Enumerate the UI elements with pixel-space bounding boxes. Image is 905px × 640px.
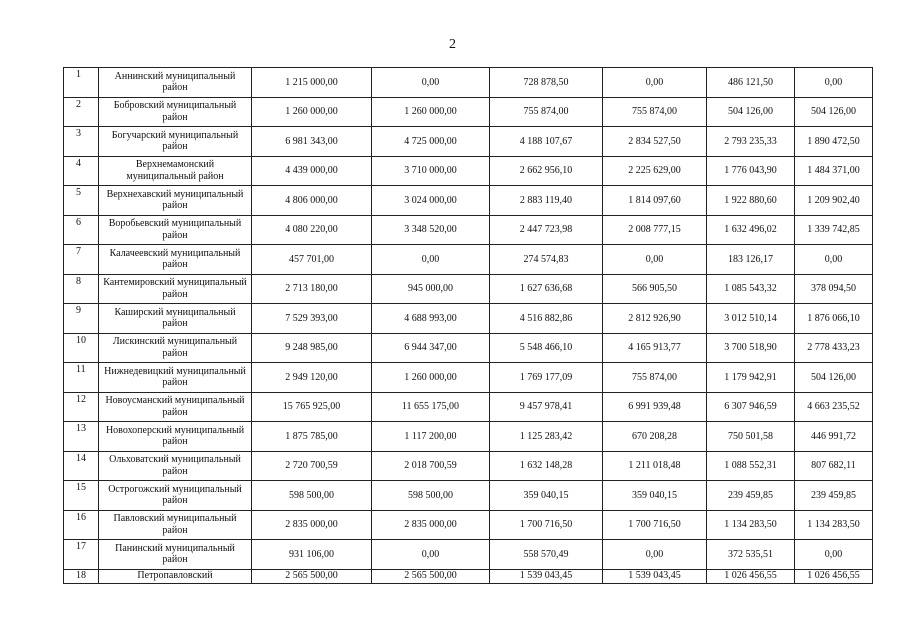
regional-share-second: 755 874,00 <box>603 363 707 393</box>
total-amount-second: 2 018 700,59 <box>372 451 490 481</box>
table-row <box>64 156 873 186</box>
row-number: 7 <box>64 245 99 275</box>
table-row <box>64 569 873 583</box>
regional-share-second: 1 211 018,48 <box>603 451 707 481</box>
local-share: 1 134 283,50 <box>707 510 795 540</box>
row-number: 8 <box>64 274 99 304</box>
total-amount: 598 500,00 <box>252 481 372 511</box>
total-amount: 1 260 000,00 <box>252 97 372 127</box>
total-amount-second: 3 348 520,00 <box>372 215 490 245</box>
regional-share-second: 1 539 043,45 <box>603 569 707 583</box>
total-amount: 4 806 000,00 <box>252 186 372 216</box>
local-share: 6 307 946,59 <box>707 392 795 422</box>
page-number: 2 <box>449 37 456 52</box>
regional-share: 2 883 119,40 <box>490 186 603 216</box>
district-name: Аннинский муниципальный район <box>99 68 252 98</box>
regional-share-second: 6 991 939,48 <box>603 392 707 422</box>
local-share-second: 446 991,72 <box>795 422 873 452</box>
row-number: 6 <box>64 215 99 245</box>
district-name: Каширский муниципальный район <box>99 304 252 334</box>
total-amount: 4 080 220,00 <box>252 215 372 245</box>
total-amount-second: 1 260 000,00 <box>372 97 490 127</box>
regional-share: 558 570,49 <box>490 540 603 570</box>
table-row <box>64 451 873 481</box>
local-share-second: 1 209 902,40 <box>795 186 873 216</box>
table-row <box>64 422 873 452</box>
local-share-second: 807 682,11 <box>795 451 873 481</box>
total-amount: 9 248 985,00 <box>252 333 372 363</box>
regional-share: 1 700 716,50 <box>490 510 603 540</box>
regional-share-second: 0,00 <box>603 540 707 570</box>
row-number: 17 <box>64 540 99 570</box>
total-amount: 2 720 700,59 <box>252 451 372 481</box>
local-share: 1 026 456,55 <box>707 569 795 583</box>
regional-share-second: 1 700 716,50 <box>603 510 707 540</box>
table-row <box>64 186 873 216</box>
district-name: Новохоперский муниципальный район <box>99 422 252 452</box>
local-share-second: 378 094,50 <box>795 274 873 304</box>
district-name: Острогожский муниципальный район <box>99 481 252 511</box>
total-amount: 2 835 000,00 <box>252 510 372 540</box>
local-share-second: 239 459,85 <box>795 481 873 511</box>
regional-share: 359 040,15 <box>490 481 603 511</box>
regional-share: 4 188 107,67 <box>490 127 603 157</box>
regional-share-second: 0,00 <box>603 245 707 275</box>
local-share-second: 1 484 371,00 <box>795 156 873 186</box>
table-row <box>64 481 873 511</box>
local-share: 1 922 880,60 <box>707 186 795 216</box>
local-share: 3 012 510,14 <box>707 304 795 334</box>
district-name: Павловский муниципальный район <box>99 510 252 540</box>
regional-share: 1 539 043,45 <box>490 569 603 583</box>
local-share: 1 179 942,91 <box>707 363 795 393</box>
local-share-second: 0,00 <box>795 245 873 275</box>
regional-share: 2 662 956,10 <box>490 156 603 186</box>
local-share-second: 1 026 456,55 <box>795 569 873 583</box>
total-amount: 1 215 000,00 <box>252 68 372 98</box>
total-amount-second: 1 117 200,00 <box>372 422 490 452</box>
regional-share-second: 4 165 913,77 <box>603 333 707 363</box>
local-share: 2 793 235,33 <box>707 127 795 157</box>
row-number: 5 <box>64 186 99 216</box>
total-amount: 931 106,00 <box>252 540 372 570</box>
local-share-second: 1 890 472,50 <box>795 127 873 157</box>
total-amount-second: 6 944 347,00 <box>372 333 490 363</box>
regional-share: 5 548 466,10 <box>490 333 603 363</box>
total-amount: 2 949 120,00 <box>252 363 372 393</box>
row-number: 9 <box>64 304 99 334</box>
row-number: 15 <box>64 481 99 511</box>
table-row <box>64 363 873 393</box>
row-number: 10 <box>64 333 99 363</box>
table-row <box>64 215 873 245</box>
table-row <box>64 97 873 127</box>
total-amount: 2 565 500,00 <box>252 569 372 583</box>
regional-share: 274 574,83 <box>490 245 603 275</box>
total-amount: 15 765 925,00 <box>252 392 372 422</box>
local-share: 504 126,00 <box>707 97 795 127</box>
regional-share: 755 874,00 <box>490 97 603 127</box>
regional-share: 4 516 882,86 <box>490 304 603 334</box>
district-name: Нижнедевицкий муниципальный район <box>99 363 252 393</box>
local-share-second: 1 339 742,85 <box>795 215 873 245</box>
total-amount: 2 713 180,00 <box>252 274 372 304</box>
regional-share-second: 0,00 <box>603 68 707 98</box>
local-share: 1 088 552,31 <box>707 451 795 481</box>
regional-share-second: 566 905,50 <box>603 274 707 304</box>
district-name: Лискинский муниципальный район <box>99 333 252 363</box>
total-amount-second: 0,00 <box>372 68 490 98</box>
table-row <box>64 68 873 98</box>
local-share-second: 504 126,00 <box>795 363 873 393</box>
regional-share-second: 2 225 629,00 <box>603 156 707 186</box>
regional-share: 728 878,50 <box>490 68 603 98</box>
table-row <box>64 127 873 157</box>
local-share-second: 2 778 433,23 <box>795 333 873 363</box>
row-number: 1 <box>64 68 99 98</box>
total-amount: 4 439 000,00 <box>252 156 372 186</box>
total-amount-second: 2 835 000,00 <box>372 510 490 540</box>
local-share: 1 085 543,32 <box>707 274 795 304</box>
district-name: Петропавловский <box>99 569 252 583</box>
total-amount: 6 981 343,00 <box>252 127 372 157</box>
regional-share: 9 457 978,41 <box>490 392 603 422</box>
local-share: 750 501,58 <box>707 422 795 452</box>
total-amount-second: 3 710 000,00 <box>372 156 490 186</box>
local-share: 372 535,51 <box>707 540 795 570</box>
district-name: Воробьевский муниципальный район <box>99 215 252 245</box>
district-name: Бобровский муниципальный район <box>99 97 252 127</box>
local-share: 3 700 518,90 <box>707 333 795 363</box>
district-name: Новоусманский муниципальный район <box>99 392 252 422</box>
total-amount-second: 0,00 <box>372 540 490 570</box>
table-row <box>64 392 873 422</box>
total-amount-second: 1 260 000,00 <box>372 363 490 393</box>
district-name: Богучарский муниципальный район <box>99 127 252 157</box>
regional-share: 1 627 636,68 <box>490 274 603 304</box>
regional-share-second: 1 814 097,60 <box>603 186 707 216</box>
local-share-second: 504 126,00 <box>795 97 873 127</box>
local-share-second: 4 663 235,52 <box>795 392 873 422</box>
district-name: Верхнехавский муниципальный район <box>99 186 252 216</box>
municipal-funding-table <box>63 67 873 584</box>
local-share: 239 459,85 <box>707 481 795 511</box>
regional-share: 1 125 283,42 <box>490 422 603 452</box>
row-number: 4 <box>64 156 99 186</box>
district-name: Ольховатский муниципальный район <box>99 451 252 481</box>
row-number: 14 <box>64 451 99 481</box>
total-amount: 1 875 785,00 <box>252 422 372 452</box>
regional-share-second: 2 834 527,50 <box>603 127 707 157</box>
local-share-second: 1 876 066,10 <box>795 304 873 334</box>
local-share-second: 1 134 283,50 <box>795 510 873 540</box>
total-amount-second: 4 725 000,00 <box>372 127 490 157</box>
total-amount: 7 529 393,00 <box>252 304 372 334</box>
local-share: 486 121,50 <box>707 68 795 98</box>
total-amount-second: 0,00 <box>372 245 490 275</box>
table-row <box>64 540 873 570</box>
district-name: Панинский муниципальный район <box>99 540 252 570</box>
local-share-second: 0,00 <box>795 68 873 98</box>
district-name: Калачеевский муниципальный район <box>99 245 252 275</box>
total-amount-second: 2 565 500,00 <box>372 569 490 583</box>
row-number: 2 <box>64 97 99 127</box>
row-number: 16 <box>64 510 99 540</box>
regional-share-second: 2 812 926,90 <box>603 304 707 334</box>
row-number: 18 <box>64 569 99 583</box>
regional-share-second: 670 208,28 <box>603 422 707 452</box>
regional-share: 1 632 148,28 <box>490 451 603 481</box>
table-body <box>64 68 873 584</box>
row-number: 12 <box>64 392 99 422</box>
total-amount-second: 945 000,00 <box>372 274 490 304</box>
regional-share: 2 447 723,98 <box>490 215 603 245</box>
district-name: Кантемировский муниципальный район <box>99 274 252 304</box>
table-row <box>64 333 873 363</box>
total-amount: 457 701,00 <box>252 245 372 275</box>
table-row <box>64 304 873 334</box>
total-amount-second: 4 688 993,00 <box>372 304 490 334</box>
regional-share-second: 755 874,00 <box>603 97 707 127</box>
local-share-second: 0,00 <box>795 540 873 570</box>
regional-share-second: 2 008 777,15 <box>603 215 707 245</box>
district-name: Верхнемамонский муниципальный район <box>99 156 252 186</box>
regional-share: 1 769 177,09 <box>490 363 603 393</box>
total-amount-second: 598 500,00 <box>372 481 490 511</box>
row-number: 13 <box>64 422 99 452</box>
total-amount-second: 3 024 000,00 <box>372 186 490 216</box>
regional-share-second: 359 040,15 <box>603 481 707 511</box>
table-row <box>64 245 873 275</box>
local-share: 1 776 043,90 <box>707 156 795 186</box>
table-row <box>64 510 873 540</box>
row-number: 3 <box>64 127 99 157</box>
table-row <box>64 274 873 304</box>
local-share: 1 632 496,02 <box>707 215 795 245</box>
total-amount-second: 11 655 175,00 <box>372 392 490 422</box>
local-share: 183 126,17 <box>707 245 795 275</box>
row-number: 11 <box>64 363 99 393</box>
